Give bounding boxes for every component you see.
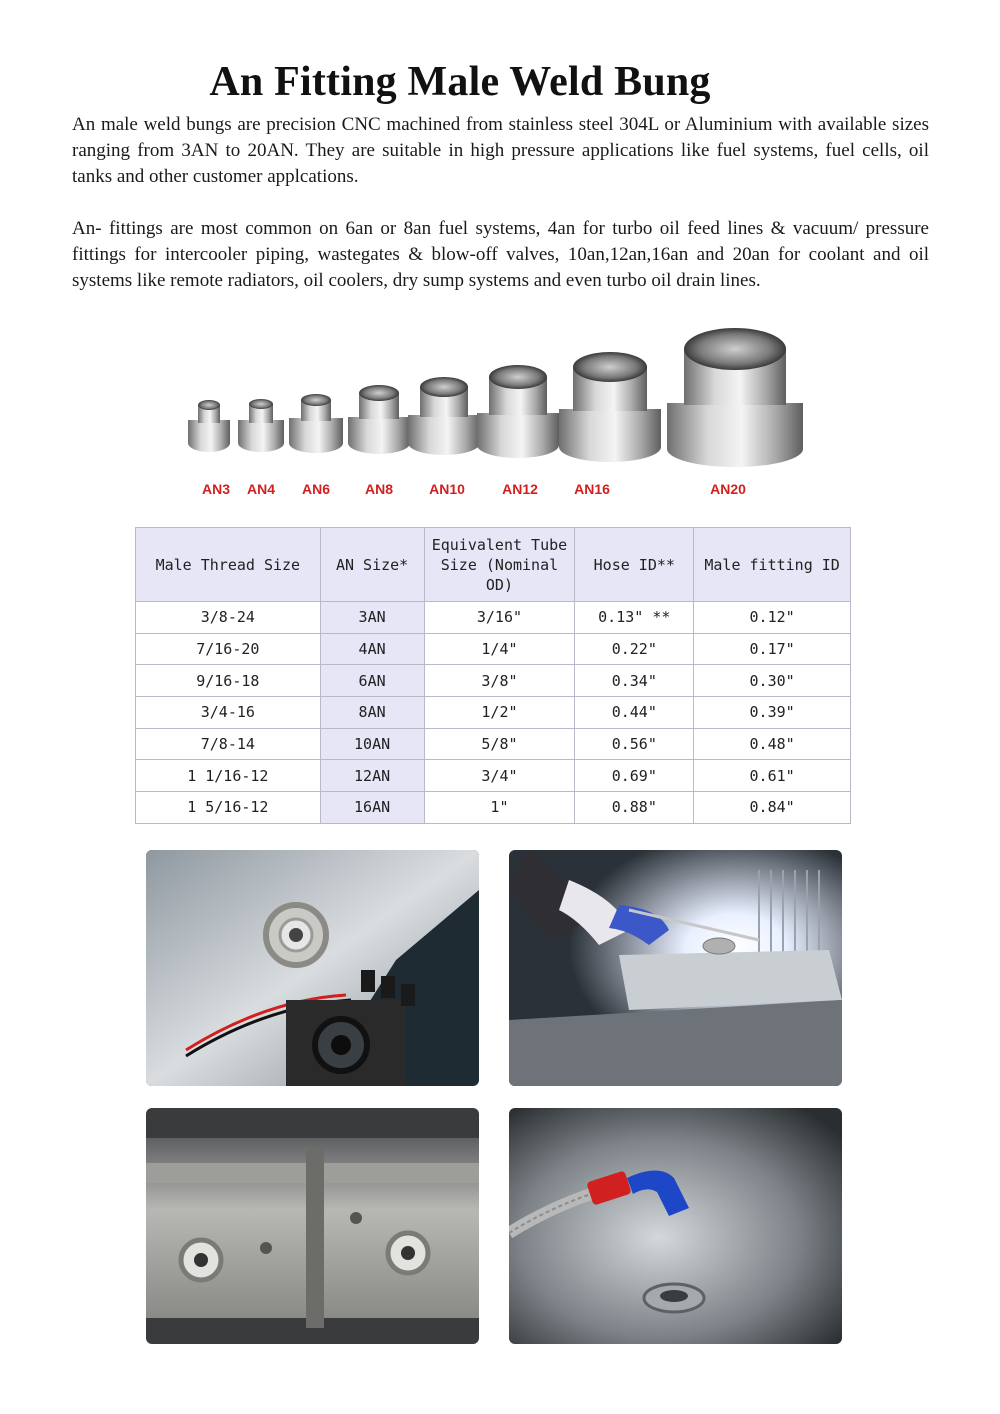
table-row (136, 633, 851, 665)
cell-thread: 1 1/16-12 (136, 760, 321, 792)
label-an20: AN20 (710, 481, 746, 497)
cell-tube: 3/4" (424, 760, 575, 792)
spec-table (135, 527, 851, 824)
cell-thread: 3/8-24 (136, 602, 321, 634)
fitting-an6 (289, 394, 343, 453)
photo-hose-fitting-tank (509, 1108, 842, 1344)
cell-thread: 3/4-16 (136, 697, 321, 729)
label-an6: AN6 (301, 481, 331, 497)
photo-valve-covers (146, 1108, 479, 1344)
label-an12: AN12 (502, 481, 538, 497)
cell-hose: 0.44" (575, 697, 694, 729)
fitting-an10 (408, 377, 480, 455)
cell-hose: 0.22" (575, 633, 694, 665)
fitting-an20 (667, 328, 803, 467)
fitting-an8 (348, 385, 410, 454)
cell-an: 12AN (320, 760, 424, 792)
cell-tube: 1/2" (424, 697, 575, 729)
table-row (136, 665, 851, 697)
usage-paragraph: An- fittings are most common on 6an or 8an fuel systems, 4an for turbo oil feed lines & vacuum/ pressure fittings for intercooler piping, wastegates & blow-off valves, 10an,12an,16an and 20an for coolant and oil systems like remote radiators, oil coolers, dry sump systems and even turbo oil drain lines. (72, 218, 929, 291)
cell-an: 16AN (320, 792, 424, 824)
header-thread-size: Male Thread Size (136, 528, 321, 602)
cell-fitting: 0.84" (694, 792, 851, 824)
fitting-an12 (477, 365, 559, 458)
fitting-an16 (559, 352, 661, 462)
intro-paragraph: An male weld bungs are precision CNC machined from stainless steel 304L or Aluminium with available sizes ranging from 3AN to 20AN. They are suitable in high pressure applications like fuel systems, fuel cells, oil tanks and other customer applcations. (72, 114, 929, 187)
table-row (136, 760, 851, 792)
cell-hose: 0.34" (575, 665, 694, 697)
label-an8: AN8 (364, 481, 394, 497)
cell-tube: 1" (424, 792, 575, 824)
cell-an: 10AN (320, 728, 424, 760)
cell-tube: 3/16" (424, 602, 575, 634)
label-an4: AN4 (246, 481, 276, 497)
cell-fitting: 0.12" (694, 602, 851, 634)
header-an-size: AN Size* (320, 528, 424, 602)
cell-an: 4AN (320, 633, 424, 665)
cell-hose: 0.56" (575, 728, 694, 760)
photo-tig-welding (509, 850, 842, 1086)
cell-hose: 0.69" (575, 760, 694, 792)
cell-tube: 5/8" (424, 728, 575, 760)
table-row (136, 728, 851, 760)
cell-thread: 9/16-18 (136, 665, 321, 697)
fitting-an4 (238, 399, 284, 452)
cell-hose: 0.13" ** (575, 602, 694, 634)
cell-hose: 0.88" (575, 792, 694, 824)
header-tube-size: Equivalent Tube Size (Nominal OD) (424, 528, 575, 602)
fittings-lineup-image (180, 325, 840, 515)
table-row (136, 792, 851, 824)
cell-fitting: 0.61" (694, 760, 851, 792)
cell-an: 6AN (320, 665, 424, 697)
cell-thread: 7/16-20 (136, 633, 321, 665)
header-hose-id: Hose ID** (575, 528, 694, 602)
cell-fitting: 0.17" (694, 633, 851, 665)
label-an3: AN3 (201, 481, 231, 497)
label-an10: AN10 (429, 481, 465, 497)
cell-thread: 1 5/16-12 (136, 792, 321, 824)
cell-tube: 3/8" (424, 665, 575, 697)
page-title: An Fitting Male Weld Bung (209, 59, 711, 105)
table-header-row (136, 528, 851, 602)
label-an16: AN16 (574, 481, 610, 497)
cell-fitting: 0.30" (694, 665, 851, 697)
table-row (136, 602, 851, 634)
cell-an: 8AN (320, 697, 424, 729)
cell-an: 3AN (320, 602, 424, 634)
cell-fitting: 0.48" (694, 728, 851, 760)
table-row (136, 697, 851, 729)
fitting-an3 (188, 400, 230, 452)
header-male-fitting-id: Male fitting ID (694, 528, 851, 602)
cell-tube: 1/4" (424, 633, 575, 665)
cell-fitting: 0.39" (694, 697, 851, 729)
cell-thread: 7/8-14 (136, 728, 321, 760)
photo-fuel-tank-bung (146, 850, 479, 1086)
